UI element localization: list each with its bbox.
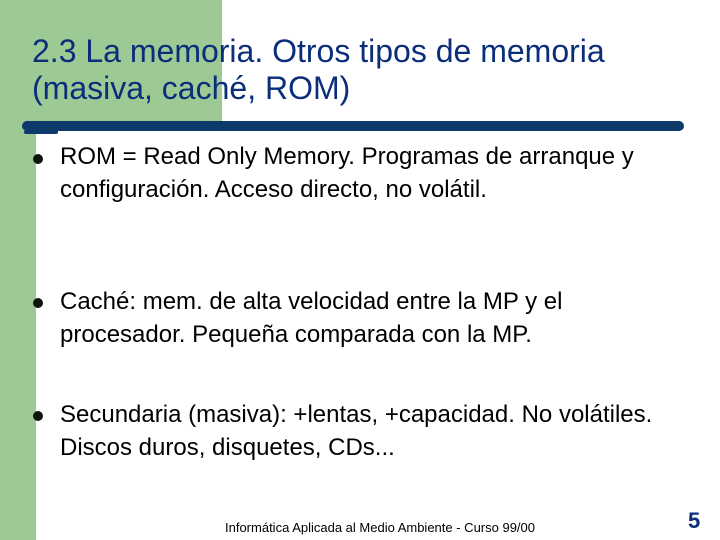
bullet-dot-icon — [33, 154, 43, 164]
bullet-text: Secundaria (masiva): +lentas, +capacidad. No volátiles. Discos duros, disquetes, CDs... — [60, 401, 653, 461]
title-divider-tick — [24, 130, 58, 134]
page-number: 5 — [688, 508, 701, 533]
bullet-dot-icon — [33, 411, 43, 421]
slide-footer: Informática Aplicada al Medio Ambiente - Curso 99/00 — [225, 520, 536, 535]
slide-title: 2.3 La memoria. Otros tipos de memoria (masiva, caché, ROM) — [32, 33, 605, 106]
bullet-text: Caché: mem. de alta velocidad entre la MP y el procesador. Pequeña comparada con la MP. — [60, 288, 563, 348]
bullet-dot-icon — [33, 298, 43, 308]
bullet-text: ROM = Read Only Memory. Programas de arranque y configuración. Acceso directo, no volátil. — [60, 143, 634, 203]
title-divider — [22, 121, 684, 131]
